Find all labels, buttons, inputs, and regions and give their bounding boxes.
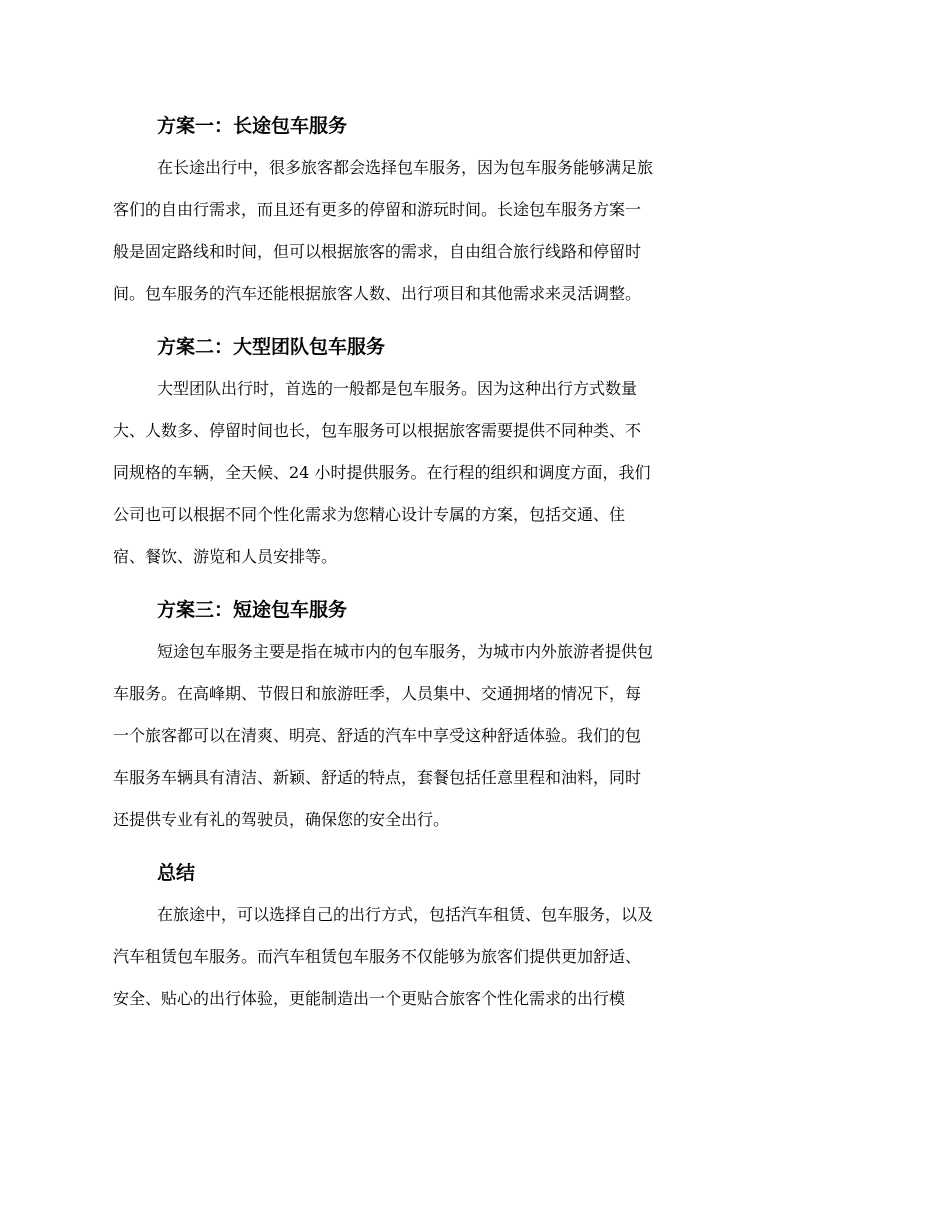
section-3 <box>113 594 830 626</box>
section-2-paragraph <box>113 376 830 586</box>
paragraph-line: 公司也可以根据不同个性化需求为您精心设计专属的方案，包括交通、住 <box>113 505 626 524</box>
paragraph-line: 同规格的车辆，全天候、24 小时提供服务。在行程的组织和调度方面，我们 <box>113 463 651 482</box>
section-1 <box>113 110 830 142</box>
paragraph-line: 车服务车辆具有清洁、新颖、舒适的特点，套餐包括任意里程和油料，同时 <box>113 768 642 787</box>
paragraph-line: 在旅途中，可以选择自己的出行方式，包括汽车租赁、包车服务，以及 <box>157 905 654 924</box>
paragraph-line: 短途包车服务主要是指在城市内的包车服务，为城市内外旅游者提供包 <box>157 642 654 661</box>
section-heading: 方案三：短途包车服务 <box>157 599 348 621</box>
section-heading: 方案二：大型团队包车服务 <box>157 336 386 358</box>
paragraph-line: 客们的自由行需求，而且还有更多的停留和游玩时间。长途包车服务方案一 <box>113 200 642 219</box>
paragraph-line: 还提供专业有礼的驾驶员，确保您的安全出行。 <box>113 810 450 829</box>
paragraph-line: 汽车租赁包车服务。而汽车租赁包车服务不仅能够为旅客们提供更加舒适、 <box>113 947 642 966</box>
paragraph-line: 大、人数多、停留时间也长，包车服务可以根据旅客需要提供不同种类、不 <box>113 421 642 440</box>
section-heading: 方案一：长途包车服务 <box>157 115 348 137</box>
paragraph-line: 一个旅客都可以在清爽、明亮、舒适的汽车中享受这种舒适体验。我们的包 <box>113 726 642 745</box>
section-4-paragraph <box>113 902 830 1028</box>
section-2 <box>113 331 830 363</box>
paragraph-line: 安全、贴心的出行体验，更能制造出一个更贴合旅客个性化需求的出行模 <box>113 989 626 1008</box>
paragraph-line: 般是固定路线和时间，但可以根据旅客的需求，自由组合旅行线路和停留时 <box>113 242 642 261</box>
paragraph-line: 宿、餐饮、游览和人员安排等。 <box>113 547 338 566</box>
section-1-paragraph <box>113 155 830 323</box>
section-heading: 总结 <box>157 862 196 884</box>
section-4 <box>113 857 830 889</box>
paragraph-line: 间。包车服务的汽车还能根据旅客人数、出行项目和其他需求来灵活调整。 <box>113 284 642 303</box>
section-3-paragraph <box>113 639 830 849</box>
paragraph-line: 在长途出行中，很多旅客都会选择包车服务，因为包车服务能够满足旅 <box>157 158 654 177</box>
document-body <box>113 110 830 1036</box>
paragraph-line: 大型团队出行时，首选的一般都是包车服务。因为这种出行方式数量 <box>157 379 638 398</box>
paragraph-line: 车服务。在高峰期、节假日和旅游旺季，人员集中、交通拥堵的情况下，每 <box>113 684 642 703</box>
